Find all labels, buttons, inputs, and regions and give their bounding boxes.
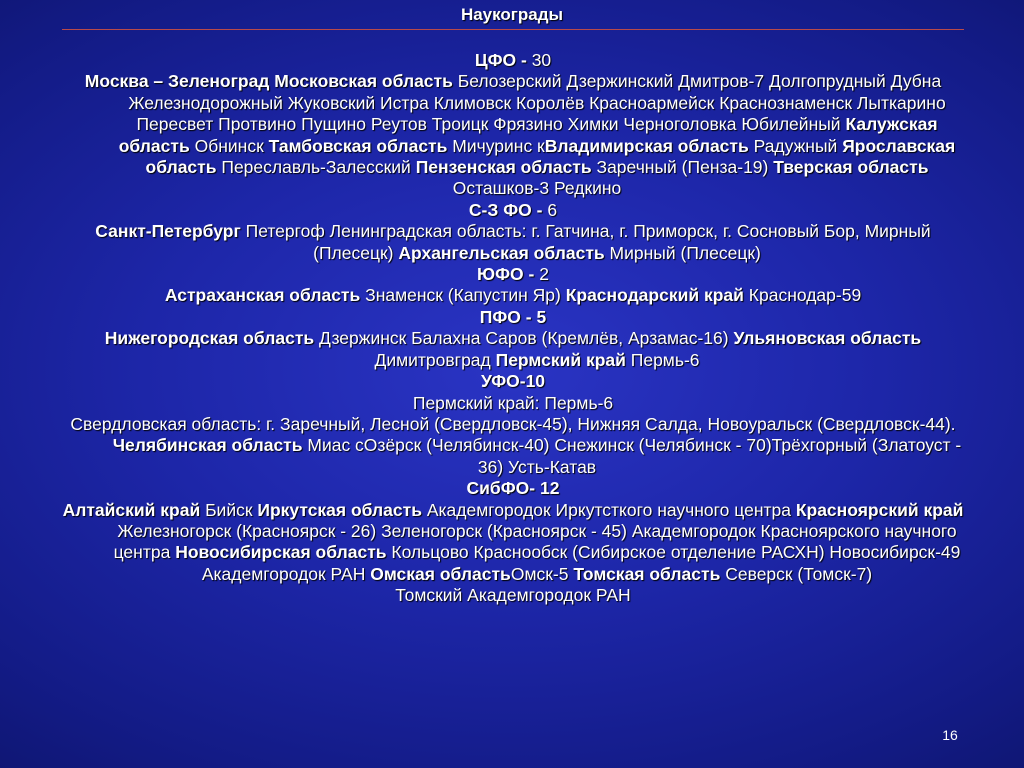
spb-region: Санкт-Петербург bbox=[95, 221, 241, 242]
ufo-list bbox=[62, 414, 964, 478]
szfo-count: 6 bbox=[547, 199, 558, 220]
tomsk-region: Томская область bbox=[573, 563, 721, 584]
irk-cities: Академгородок Иркутсткого научного центра bbox=[421, 499, 796, 520]
omsk-cities: Омск-5 bbox=[510, 563, 574, 584]
yaroslavl-region: Ярославская область bbox=[145, 135, 956, 178]
tambov-cities: Мичуринс к bbox=[447, 135, 545, 156]
yufo-count: 2 bbox=[539, 264, 549, 285]
kras-cities: Краснодар-59 bbox=[743, 285, 862, 306]
yufo-heading bbox=[62, 264, 964, 285]
title-divider bbox=[62, 29, 964, 30]
nsk-cities: Кольцово Краснообск (Сибирское отделение РАСХН) Новосибирск-49 Академгородок РАН bbox=[201, 542, 961, 584]
pfo-list bbox=[62, 328, 964, 371]
krasn-cities: Железногорск (Красноярск - 26) Зеленогорск (Красноярск - 45) Академгородок Красноярского научного центра bbox=[113, 520, 957, 563]
cfo-count: 30 bbox=[531, 50, 552, 70]
sibfo-heading-label: СибФО- 12 bbox=[466, 478, 560, 499]
szfo-heading bbox=[62, 200, 964, 221]
sibfo-list bbox=[62, 500, 964, 586]
penza-cities: Заречный (Пенза-19) bbox=[591, 157, 774, 178]
szfo-heading-label: С-З ФО - bbox=[468, 199, 548, 220]
arkh-region: Архангельская область bbox=[398, 242, 605, 263]
slide-title: Наукограды bbox=[460, 5, 564, 24]
kras-region: Краснодарский край bbox=[565, 285, 744, 306]
nn-region: Нижегородская область bbox=[104, 328, 315, 349]
sverd-cities: Свердловская область: г. Заречный, Лесной (Свердловск-45), Нижняя Салда, Новоуральск (Свердловск-44). bbox=[70, 413, 956, 434]
page-number: 16 bbox=[942, 727, 958, 743]
tver-region: Тверская область bbox=[773, 157, 929, 178]
ufo-heading bbox=[62, 371, 964, 392]
pfo-heading bbox=[62, 307, 964, 328]
astr-cities: Знаменск (Капустин Яр) bbox=[360, 285, 566, 306]
pfo-heading-label: ПФО - 5 bbox=[479, 306, 547, 327]
yufo-list bbox=[62, 285, 964, 306]
tomsk-academ-line: Томский Академгородок РАН bbox=[395, 585, 631, 606]
ufo-heading-label: УФО-10 bbox=[480, 371, 546, 392]
nsk-region: Новосибирская область bbox=[175, 542, 387, 563]
spb-cities: Петергоф Ленинградская область: г. Гатчина, г. Приморск, г. Сосновый Бор, Мирный (Плесецк) bbox=[240, 221, 931, 263]
slide-content bbox=[62, 50, 964, 607]
penza-region: Пензенская область bbox=[415, 157, 592, 178]
perm-region: Пермский край bbox=[495, 349, 626, 370]
altai-cities: Бийск bbox=[200, 499, 258, 520]
perm-cities: Пермь-6 bbox=[625, 349, 700, 370]
kaluga-region: Калужская область bbox=[118, 114, 938, 156]
tver-cities: Осташков-3 Редкино bbox=[452, 178, 622, 199]
sibfo-heading bbox=[62, 478, 964, 499]
moscow-cities: Белозерский Дзержинский Дмитров-7 Долгопрудный Дубна Железнодорожный Жуковский Истра Климовск Королёв Красноармейск Краснознаменск Лыткарино Пересвет Протвино Пущино Реутов Троицк Фрязино Химки Черноголовка Юбилейный bbox=[128, 71, 946, 135]
chel-cities: Миас сОзёрск (Челябинск-40) Снежинск (Челябинск - 70)Трёхгорный (Златоуст - 36) Усть-Катав bbox=[302, 435, 962, 477]
vladimir-cities: Радужный bbox=[748, 135, 843, 156]
cfo-heading bbox=[62, 50, 964, 71]
chel-region: Челябинская область bbox=[112, 435, 303, 456]
omsk-region: Омская область bbox=[370, 563, 511, 584]
astr-region: Астраханская область bbox=[164, 285, 361, 306]
tambov-region: Тамбовская область bbox=[268, 135, 448, 156]
nn-cities: Дзержинск Балахна Саров (Кремлёв, Арзамас-16) bbox=[314, 328, 734, 349]
cfo-heading-label: ЦФО - bbox=[474, 50, 532, 70]
vladimir-region: Владимирская область bbox=[544, 135, 749, 156]
kaluga-cities: Обнинск bbox=[189, 135, 269, 156]
krasn-region: Красноярский край bbox=[795, 499, 964, 520]
yaroslavl-cities: Переславль-Залесский bbox=[216, 157, 416, 178]
ul-region: Ульяновская область bbox=[733, 328, 922, 349]
szfo-list bbox=[62, 221, 964, 264]
yufo-heading-label: ЮФО - bbox=[477, 264, 540, 285]
ufo-perm-line: Пермский край: Пермь-6 bbox=[412, 392, 614, 413]
altai-region: Алтайский край bbox=[62, 499, 201, 520]
cfo-list bbox=[62, 71, 964, 199]
tomsk-cities: Северск (Томск-7) bbox=[720, 563, 873, 584]
irk-region: Иркутская область bbox=[257, 499, 422, 520]
moscow-region: Москва – Зеленоград Московская область bbox=[84, 71, 453, 92]
ul-cities: Димитровград bbox=[374, 349, 496, 370]
arkh-cities: Мирный (Плесецк) bbox=[604, 242, 761, 263]
